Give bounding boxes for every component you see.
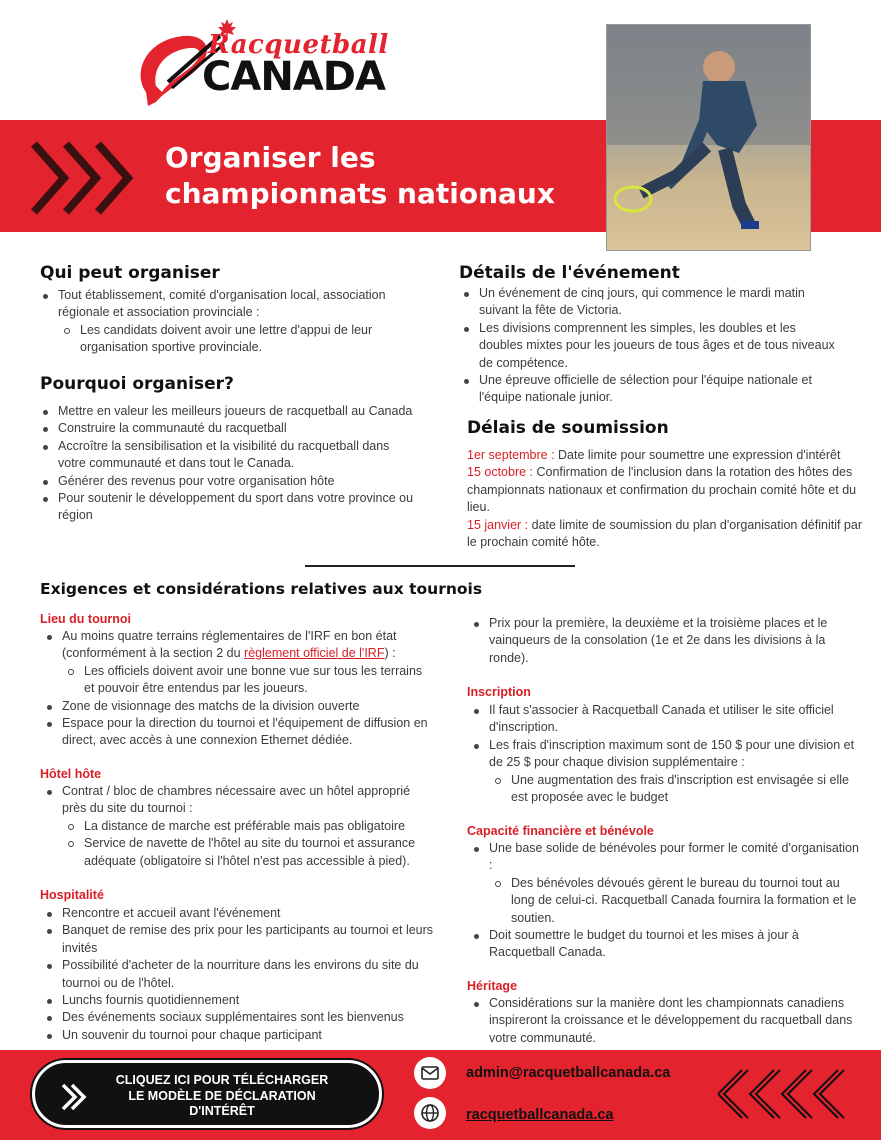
cta-line: D'INTÉRÊT bbox=[189, 1104, 255, 1118]
why-list bbox=[40, 403, 418, 525]
list-subitem: La distance de marche est préférable mais pas obligatoire bbox=[44, 818, 436, 835]
list-item: Un événement de cinq jours, qui commence le mardi matin suivant la fête de Victoria. bbox=[461, 285, 841, 320]
list-item: Accroître la sensibilisation et la visibilité du racquetball dans votre communauté et dans tout le Canada. bbox=[40, 438, 418, 473]
list-item: Générer des revenus pour votre organisation hôte bbox=[40, 473, 418, 490]
list-item: Mettre en valeur les meilleurs joueurs de racquetball au Canada bbox=[40, 403, 418, 420]
mail-icon bbox=[414, 1057, 446, 1089]
deadline-date: 1er septembre : bbox=[467, 448, 555, 462]
email-link[interactable]: admin@racquetballcanada.ca bbox=[466, 1065, 671, 1081]
list-item: Banquet de remise des prix pour les participants au tournoi et leurs invités bbox=[44, 922, 436, 957]
requirements-heading: Exigences et considérations relatives aux tournois bbox=[40, 580, 483, 598]
list-subitem: Service de navette de l'hôtel au site du tournoi et assurance adéquate (obligatoire si l'hôtel n'est pas accessible à pied). bbox=[44, 835, 436, 870]
cta-line: CLIQUEZ ICI POUR TÉLÉCHARGER bbox=[115, 1073, 329, 1087]
legacy-list bbox=[471, 995, 863, 1047]
page-title-line1: Organiser les bbox=[165, 141, 376, 174]
why-heading: Pourquoi organiser? bbox=[40, 374, 234, 394]
list-item: Lunchs fournis quotidiennement bbox=[44, 992, 436, 1009]
list-item: Prix pour la première, la deuxième et la troisième places et le vainqueurs de la consolation (1e et 2e dans les divisions à la ronde). bbox=[471, 615, 863, 667]
list-subitem: Les officiels doivent avoir une bonne vue sur tous les terrains et pouvoir être entendus par les joueurs. bbox=[44, 663, 436, 698]
chevrons-left-icon bbox=[718, 1064, 858, 1124]
list-item: Considérations sur la manière dont les championnats canadiens inspireront la croissance et le développement du racquetball dans votre communauté. bbox=[471, 995, 863, 1047]
hospitality-list bbox=[44, 905, 436, 1044]
capacity-list bbox=[471, 840, 863, 962]
hospitality-heading: Hospitalité bbox=[40, 888, 104, 902]
registration-heading: Inscription bbox=[467, 685, 531, 699]
list-item: Zone de visionnage des matchs de la division ouverte bbox=[44, 698, 436, 715]
venue-item1-after: ) : bbox=[384, 646, 396, 661]
list-item: Pour soutenir le développement du sport dans votre province ou région bbox=[40, 490, 418, 525]
player-silhouette-icon bbox=[607, 25, 811, 251]
list-subitem: Les candidats doivent avoir une lettre d'appui de leur organisation sportive provinciale. bbox=[40, 322, 418, 357]
chevrons-right-icon bbox=[30, 138, 150, 218]
download-eoi-label bbox=[107, 1073, 337, 1120]
list-item: Espace pour la direction du tournoi et l'équipement de diffusion en direct, avec accès à une connexion Ethernet dédiée. bbox=[44, 715, 436, 750]
venue-heading: Lieu du tournoi bbox=[40, 612, 131, 626]
list-item: Rencontre et accueil avant l'événement bbox=[44, 905, 436, 922]
who-list bbox=[40, 287, 418, 357]
list-subitem: Des bénévoles dévoués gèrent le bureau du tournoi tout au long de celui-ci. Racquetball Canada fournira la formation et le soutien. bbox=[471, 875, 863, 927]
player-photo bbox=[606, 24, 811, 251]
website-link[interactable]: racquetballcanada.ca bbox=[466, 1107, 614, 1123]
deadlines-block bbox=[467, 447, 865, 551]
list-item: Tout établissement, comité d'organisation local, association régionale et association provinciale : bbox=[40, 287, 418, 322]
page-title-line2: championnats nationaux bbox=[165, 177, 555, 210]
list-item: Possibilité d'acheter de la nourriture dans les environs du site du tournoi ou de l'hôtel. bbox=[44, 957, 436, 992]
irf-rules-link[interactable]: règlement officiel de l'IRF bbox=[244, 646, 385, 661]
download-eoi-button[interactable] bbox=[32, 1060, 382, 1128]
list-item: Il faut s'associer à Racquetball Canada et utiliser le site officiel d'inscription. bbox=[471, 702, 863, 737]
venue-item1-before: Au moins quatre terrains réglementaires de l'IRF en bon état (conformément à la section 2 du bbox=[62, 629, 397, 661]
list-item bbox=[44, 628, 436, 663]
capacity-heading: Capacité financière et bénévole bbox=[467, 824, 654, 838]
deadline-text: date limite de soumission du plan d'organisation définitif par le prochain comité hôte. bbox=[467, 517, 862, 550]
section-divider bbox=[305, 565, 575, 567]
legacy-heading: Héritage bbox=[467, 979, 518, 993]
list-item: Une épreuve officielle de sélection pour l'équipe nationale et l'équipe nationale junior. bbox=[461, 372, 841, 407]
double-chevron-icon bbox=[59, 1082, 89, 1112]
list-subitem: Une augmentation des frais d'inscription est envisagée si elle est proposée avec le budget bbox=[471, 772, 863, 807]
footer-bar bbox=[0, 1050, 881, 1140]
cta-line: LE MODÈLE DE DÉCLARATION bbox=[128, 1088, 316, 1103]
deadline-date: 15 octobre : bbox=[467, 465, 534, 480]
deadline-text: Confirmation de l'inclusion dans la rotation des hôtes des championnats nationaux et confirmation du prochain comité hôte et du lieu. bbox=[467, 465, 857, 515]
list-item: Une base solide de bénévoles pour former le comité d'organisation : bbox=[471, 840, 863, 875]
list-item: Doit soumettre le budget du tournoi et les mises à jour à Racquetball Canada. bbox=[471, 927, 863, 962]
logo-script-text: Racquetball bbox=[208, 30, 389, 60]
deadline-date: 15 janvier : bbox=[467, 517, 529, 532]
deadline-entry bbox=[467, 447, 865, 464]
logo-caps-text: CANADA bbox=[202, 54, 385, 100]
registration-list bbox=[471, 702, 863, 806]
hotel-list bbox=[44, 783, 436, 870]
list-item: Les divisions comprennent les simples, les doubles et les doubles mixtes pour les joueurs de tous âges et de tous niveaux de compétence. bbox=[461, 320, 841, 372]
deadline-text: Date limite pour soumettre une expression d'intérêt bbox=[554, 448, 841, 462]
list-item: Construire la communauté du racquetball bbox=[40, 420, 418, 437]
details-heading: Détails de l'événement bbox=[459, 263, 680, 283]
racquetball-canada-logo bbox=[128, 22, 418, 108]
prizes-list bbox=[471, 615, 863, 667]
who-heading: Qui peut organiser bbox=[40, 263, 220, 283]
globe-icon bbox=[414, 1097, 446, 1129]
list-item: Contrat / bloc de chambres nécessaire avec un hôtel approprié près du site du tournoi : bbox=[44, 783, 436, 818]
deadline-entry bbox=[467, 464, 865, 516]
hotel-heading: Hôtel hôte bbox=[40, 767, 102, 781]
list-item: Des événements sociaux supplémentaires sont les bienvenus bbox=[44, 1009, 436, 1026]
list-item: Un souvenir du tournoi pour chaque participant bbox=[44, 1027, 436, 1044]
deadline-entry bbox=[467, 517, 865, 552]
deadlines-heading: Délais de soumission bbox=[467, 418, 669, 438]
details-list bbox=[461, 285, 841, 407]
page-title bbox=[165, 140, 585, 212]
venue-list bbox=[44, 628, 436, 750]
list-item: Les frais d'inscription maximum sont de 150 $ pour une division et de 25 $ pour chaque division supplémentaire : bbox=[471, 737, 863, 772]
